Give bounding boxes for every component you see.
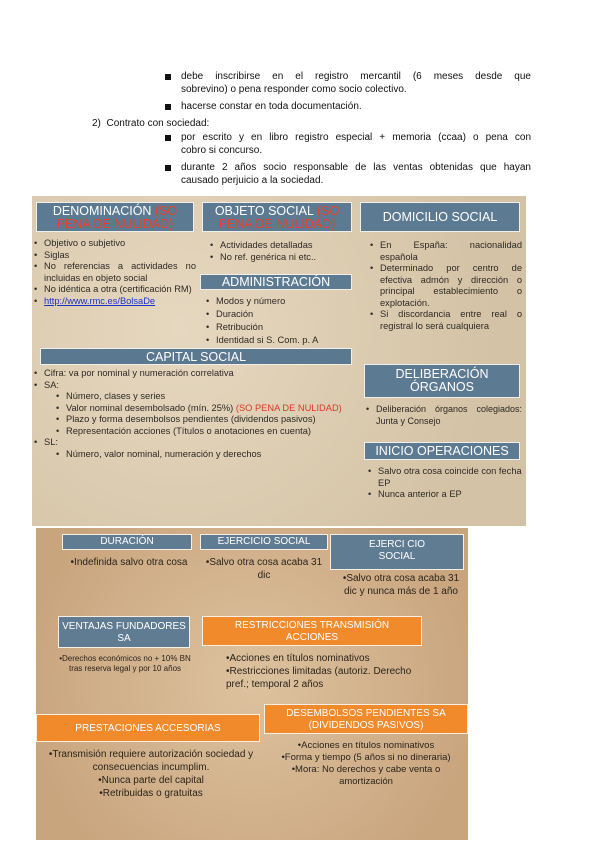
prestaciones-panel: [48, 748, 254, 800]
ejercicio-social-header-1: EJERCICIO SOCIAL: [200, 534, 328, 550]
item-2-heading: 2) Contrato con sociedad:: [92, 118, 210, 129]
list-item: • Retribución: [206, 321, 356, 334]
restricciones-header: RESTRICCIONES TRANSMISIÓN ACCIONES: [202, 616, 422, 646]
list-item: • SA:: [34, 380, 356, 392]
rmc-link[interactable]: http://www.rmc.es/BolsaDe: [44, 295, 156, 306]
square-bullet-icon: [165, 165, 171, 171]
list-item: • Actividades detalladas: [210, 240, 360, 252]
list-item: • Acciones en títulos nominativos: [268, 740, 464, 752]
list-item: • Retribuidas o gratuitas: [48, 787, 254, 800]
list-item: [34, 296, 196, 308]
list-item: • Modos y número: [206, 295, 356, 308]
list-item: • Si discordancia entre real o registral lo será cualquiera: [370, 309, 522, 332]
list-item: • Plazo y forma desembolsos pendientes (dividendos pasivos): [34, 414, 356, 426]
deliberacion-panel: [366, 404, 522, 427]
list-item: • Duración: [206, 308, 356, 321]
bullet-1: debe inscribirse en el registro mercantil (6 meses desde que sobrevino) o pena responder como socio colectivo.: [181, 70, 531, 96]
denominacion-panel: [34, 238, 196, 307]
denominacion-header: DENOMINACIÓN (SO PENA DE NULIDAD): [36, 202, 194, 232]
list-item: • Nunca parte del capital: [48, 774, 254, 787]
list-item: • Representación acciones (Títulos o anotaciones en cuenta): [34, 426, 356, 438]
deliberacion-header: DELIBERACIÓN ÓRGANOS: [364, 364, 520, 398]
domicilio-header: DOMICILIO SOCIAL: [360, 202, 520, 232]
inicio-panel: [368, 466, 522, 501]
bullet-3: por escrito y en libro registro especial + memoria (ccaa) o pena con cobro si concurso.: [181, 131, 531, 157]
list-item: • Salvo otra cosa coincide con fecha EP: [368, 466, 522, 489]
square-bullet-icon: [165, 135, 171, 141]
duracion-header: DURACIÓN: [62, 534, 192, 550]
ejercicio-social-panel-1: • Salvo otra cosa acaba 31 dic: [204, 556, 324, 582]
list-item: • Determinado por centro de efectiva admón y dirección o principal establecimiento o explotación.: [370, 263, 522, 309]
ejercicio-social-header-2: EJERCI CIO SOCIAL: [330, 534, 464, 570]
list-item: • Deliberación órganos colegiados: Junta y Consejo: [366, 404, 522, 427]
list-item: • Objetivo o subjetivo: [34, 238, 196, 250]
list-item: • Número, valor nominal, numeración y derechos: [34, 449, 356, 461]
list-item: • Nunca anterior a EP: [368, 489, 522, 501]
list-item: • No referencias a actividades no incluidas en objeto social: [34, 261, 196, 284]
administracion-panel: [206, 295, 356, 347]
square-bullet-icon: [165, 74, 171, 80]
slide-image-2: [36, 528, 468, 840]
bullet-2: hacerse constar en toda documentación.: [181, 100, 531, 113]
list-item: • Siglas: [34, 250, 196, 262]
list-item: • Restricciones limitadas (autoriz. Derecho pref.; temporal 2 años: [226, 665, 416, 691]
ventajas-header: VENTAJAS FUNDADORES SA: [58, 616, 190, 648]
bullet-4: durante 2 años socio responsable de las ventas obtenidas que hayan causado perjuicio a la sociedad.: [181, 161, 531, 187]
list-item: • Número, clases y series: [34, 391, 356, 403]
square-bullet-icon: [165, 104, 171, 110]
restricciones-panel: [226, 652, 416, 691]
list-item: • Identidad si S. Com. p. A: [206, 334, 356, 347]
list-item: • Forma y tiempo (5 años si no dineraria): [268, 752, 464, 764]
ejercicio-social-panel-2: • Salvo otra cosa acaba 31 dic y nunca más de 1 año: [338, 572, 464, 598]
capital-panel: [34, 368, 356, 460]
domicilio-panel: [370, 240, 522, 332]
inicio-header: INICIO OPERACIONES: [364, 442, 520, 460]
list-item: • No idéntica a otra (certificación RM): [34, 284, 196, 296]
capital-header: CAPITAL SOCIAL: [40, 348, 352, 365]
desembolsos-header: DESEMBOLSOS PENDIENTES SA (DIVIDENDOS PASIVOS): [264, 704, 468, 734]
list-item: • En España: nacionalidad española: [370, 240, 522, 263]
list-item: • Valor nominal desembolsado (mín. 25%) (SO PENA DE NULIDAD): [34, 403, 356, 415]
list-item: • Mora: No derechos y cabe venta o amortización: [268, 764, 464, 788]
list-item: • Cifra: va por nominal y numeración correlativa: [34, 368, 356, 380]
administracion-header: ADMINISTRACIÓN: [200, 274, 352, 290]
slide-image-1: [32, 196, 526, 526]
objeto-header: OBJETO SOCIAL (SO PENA DE NULIDAD): [202, 202, 352, 232]
list-item: • No ref. genérica ni etc..: [210, 252, 360, 264]
duracion-panel: • Indefinida salvo otra cosa: [66, 556, 192, 569]
prestaciones-header: PRESTACIONES ACCESORIAS: [36, 714, 260, 742]
ventajas-panel: • Derechos económicos no + 10% BN tras reserva legal y por 10 años: [58, 654, 192, 674]
list-item: • Acciones en títulos nominativos: [226, 652, 416, 665]
list-item: • SL:: [34, 437, 356, 449]
list-item: • Transmisión requiere autorización sociedad y consecuencias incumplim.: [48, 748, 254, 774]
desembolsos-panel: [268, 740, 464, 788]
objeto-panel: [210, 240, 360, 263]
